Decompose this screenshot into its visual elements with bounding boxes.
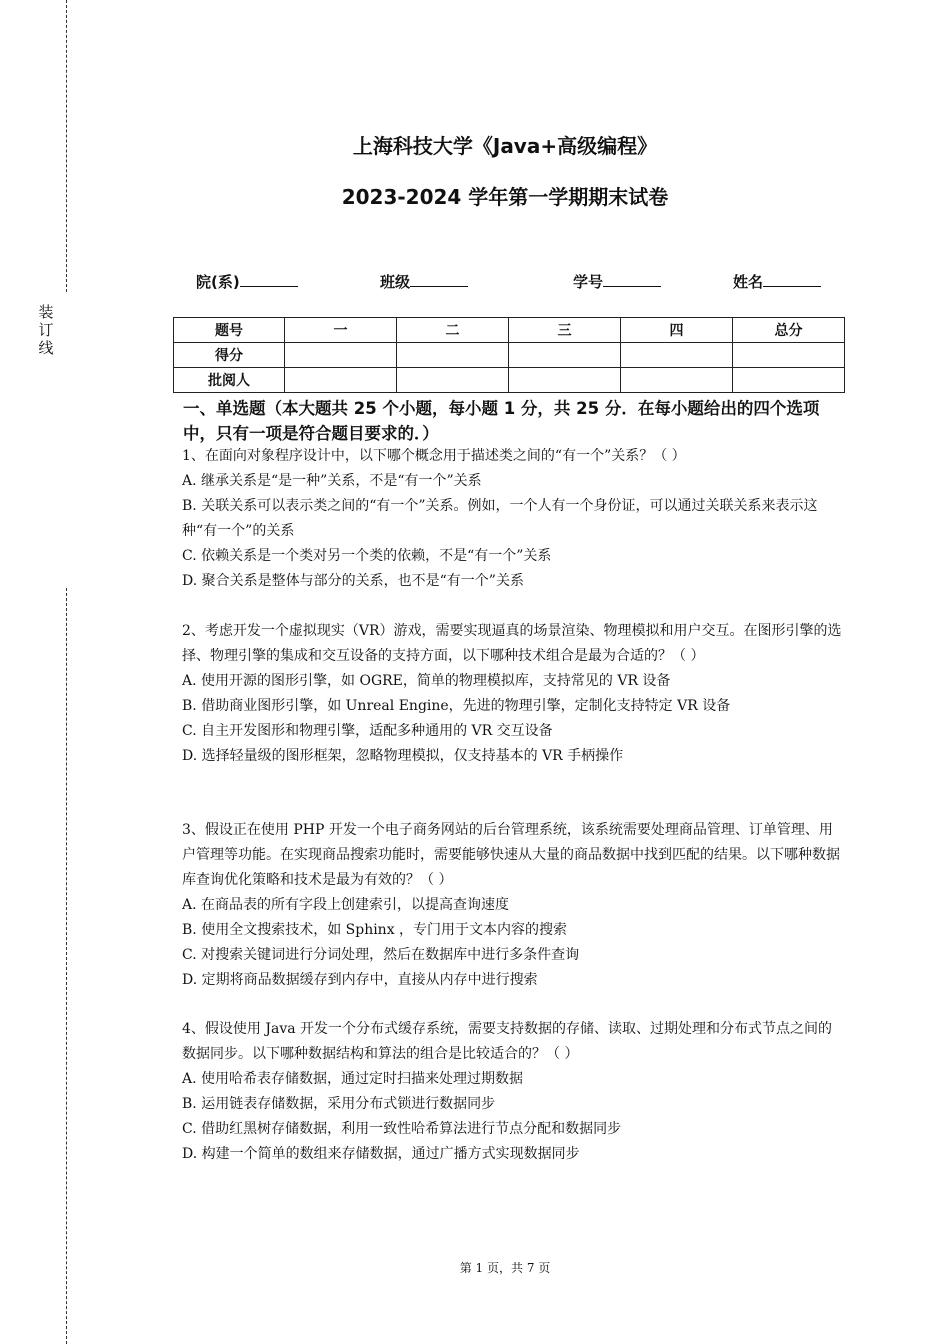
question-2 [182, 619, 842, 769]
class-label: 班级 [380, 273, 411, 291]
grader-row-label: 批阅人 [174, 368, 285, 393]
option-c[interactable]: C. 自主开发图形和物理引擎，适配多种通用的 VR 交互设备 [182, 723, 553, 739]
section-heading: 一、单选题（本大题共 25 个小题，每小题 1 分，共 25 分．在每小题给出的四个选项中，只有一项是符合题目要求的．） [183, 399, 820, 443]
name-label: 姓名 [733, 273, 764, 291]
class-blank[interactable] [410, 270, 468, 287]
score-cell[interactable] [285, 343, 397, 368]
score-cell[interactable] [509, 343, 621, 368]
grader-cell[interactable] [621, 368, 733, 393]
option-b[interactable]: B. 关联关系可以表示类之间的“有一个”关系。例如，一个人有一个身份证，可以通过关联关系来表示这种“有一个”的关系 [182, 498, 818, 539]
score-header-cell: 三 [509, 318, 621, 343]
option-a[interactable]: A. 在商品表的所有字段上创建索引，以提高查询速度 [182, 897, 510, 913]
option-b[interactable]: B. 使用全文搜索技术，如 Sphinx ，专门用于文本内容的搜索 [182, 922, 568, 938]
score-cell[interactable] [397, 343, 509, 368]
binding-char: 订 [38, 321, 54, 339]
option-a[interactable]: A. 使用开源的图形引擎，如 OGRE，简单的物理模拟库，支持常见的 VR 设备 [182, 673, 671, 689]
student-id-label: 学号 [573, 273, 604, 291]
class-field[interactable] [380, 270, 468, 292]
option-b[interactable]: B. 借助商业图形引擎，如 Unreal Engine，先进的物理引擎，定制化支持特定 VR 设备 [182, 698, 731, 714]
score-table [173, 317, 845, 393]
grader-cell[interactable] [285, 368, 397, 393]
score-cell[interactable] [733, 343, 845, 368]
binding-char: 装 [38, 303, 54, 321]
option-d[interactable]: D. 聚合关系是整体与部分的关系，也不是“有一个”关系 [182, 573, 524, 589]
option-b[interactable]: B. 运用链表存储数据，采用分布式锁进行数据同步 [182, 1096, 496, 1112]
option-a[interactable]: A. 使用哈希表存储数据，通过定时扫描来处理过期数据 [182, 1071, 524, 1087]
question-stem: 4、假设使用 Java 开发一个分布式缓存系统，需要支持数据的存储、读取、过期处理和分布式节点之间的数据同步。以下哪种数据结构和算法的组合是比较适合的？（ ） [182, 1021, 833, 1062]
option-d[interactable]: D. 构建一个简单的数组来存储数据，通过广播方式实现数据同步 [182, 1146, 580, 1162]
binding-line-bottom [66, 588, 67, 1344]
student-id-blank[interactable] [603, 270, 661, 287]
score-header-cell: 二 [397, 318, 509, 343]
binding-label [36, 303, 56, 357]
department-label: 院(系) [196, 273, 240, 291]
option-d[interactable]: D. 定期将商品数据缓存到内存中，直接从内存中进行搜索 [182, 972, 538, 988]
score-header-cell: 题号 [174, 318, 285, 343]
question-stem: 1、在面向对象程序设计中，以下哪个概念用于描述类之间的“有一个”关系？（ ） [182, 448, 686, 464]
score-cell[interactable] [621, 343, 733, 368]
score-row [174, 343, 845, 368]
page-number: 第 1 页，共 7 页 [459, 1261, 551, 1275]
question-stem: 3、假设正在使用 PHP 开发一个电子商务网站的后台管理系统，该系统需要处理商品管理、订单管理、用户管理等功能。在实现商品搜索功能时，需要能够快速从大量的商品数据中找到匹配的结果。以下哪种数据库查询优化策略和技术是最为有效的？（ ） [182, 822, 840, 888]
score-header-cell: 四 [621, 318, 733, 343]
score-row-label: 得分 [174, 343, 285, 368]
department-field[interactable] [196, 270, 298, 292]
question-4 [182, 1017, 842, 1167]
question-stem: 2、考虑开发一个虚拟现实（VR）游戏，需要实现逼真的场景渲染、物理模拟和用户交互。在图形引擎的选择、物理引擎的集成和交互设备的支持方面，以下哪种技术组合是最为合适的？（ ） [182, 623, 842, 664]
question-1 [182, 444, 842, 594]
grader-cell[interactable] [733, 368, 845, 393]
name-blank[interactable] [763, 270, 821, 287]
exam-title: 上海科技大学《Java+高级编程》 [352, 134, 658, 158]
student-id-field[interactable] [573, 270, 661, 292]
score-header-cell: 总分 [733, 318, 845, 343]
exam-subtitle: 2023-2024 学年第一学期期末试卷 [341, 185, 669, 209]
department-blank[interactable] [240, 270, 298, 287]
option-c[interactable]: C. 借助红黑树存储数据，利用一致性哈希算法进行节点分配和数据同步 [182, 1121, 622, 1137]
option-c[interactable]: C. 依赖关系是一个类对另一个类的依赖，不是“有一个”关系 [182, 548, 552, 564]
name-field[interactable] [733, 270, 821, 292]
option-d[interactable]: D. 选择轻量级的图形框架，忽略物理模拟，仅支持基本的 VR 手柄操作 [182, 748, 624, 764]
grader-row [174, 368, 845, 393]
option-a[interactable]: A. 继承关系是“是一种”关系，不是“有一个”关系 [182, 473, 482, 489]
score-table-header-row [174, 318, 845, 343]
grader-cell[interactable] [509, 368, 621, 393]
option-c[interactable]: C. 对搜索关键词进行分词处理，然后在数据库中进行多条件查询 [182, 947, 580, 963]
question-3 [182, 818, 842, 993]
grader-cell[interactable] [397, 368, 509, 393]
binding-char: 线 [38, 339, 54, 357]
score-header-cell: 一 [285, 318, 397, 343]
